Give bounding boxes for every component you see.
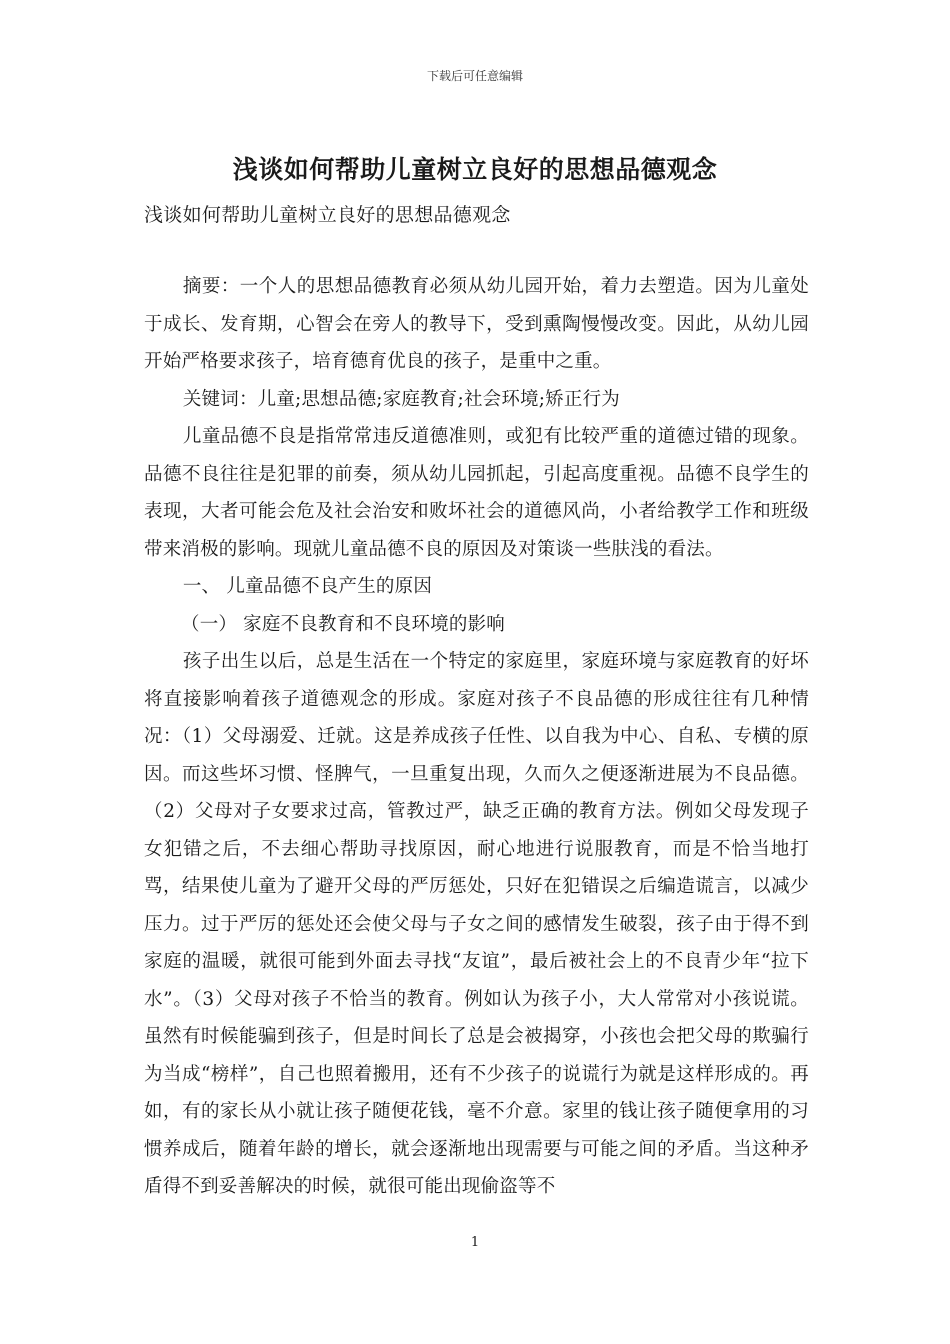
section-heading: 一、 儿童品德不良产生的原因 xyxy=(182,576,433,597)
document-body xyxy=(144,268,809,1206)
subsection-heading: （一） 家庭不良教育和不良环境的影响 xyxy=(181,613,505,635)
keywords-paragraph: 关键词：儿童;思想品德;家庭教育;社会环境;矫正行为 xyxy=(182,388,620,410)
body-paragraph: 儿童品德不良是指常常违反道德准则，或犯有比较严重的道德过错的现象。品德不良往往是犯罪的前奏，须从幼儿园抓起，引起高度重视。品德不良学生的表现，大者可能会危及社会治安和败坏社会的道德风尚，小者给教学工作和班级带来消极的影响。现就儿童品德不良的原因及对策谈一些肤浅的看法。 xyxy=(144,426,809,560)
abstract-paragraph: 摘要：一个人的思想品德教育必须从幼儿园开始，着力去塑造。因为儿童处于成长、发育期，心智会在旁人的教导下，受到熏陶慢慢改变。因此，从幼儿园开始严格要求孩子，培育德育优良的孩子，是重中之重。 xyxy=(144,276,809,372)
document-title: 浅谈如何帮助儿童树立良好的思想品德观念 xyxy=(232,155,718,184)
body-paragraph: 孩子出生以后，总是生活在一个特定的家庭里，家庭环境与家庭教育的好坏将直接影响着孩子道德观念的形成。家庭对孩子不良品德的形成往往有几种情况：（1）父母溺爱、迁就。这是养成孩子任性、以自我为中心、自私、专横的原因。而这些坏习惯、怪脾气，一旦重复出现，久而久之便逐渐进展为不良品德。（2）父母对子女要求过高，管教过严，缺乏正确的教育方法。例如父母发现子女犯错之后，不去细心帮助寻找原因，耐心地进行说服教育，而是不恰当地打骂，结果使儿童为了避开父母的严厉惩处，只好在犯错误之后编造谎言，以减少压力。过于严厉的惩处还会使父母与子女之间的感情发生破裂，孩子由于得不到家庭的温暖，就很可能到外面去寻找“友谊”，最后被社会上的不良青少年“拉下水”。（3）父母对孩子不恰当的教育。例如认为孩子小，大人常常对小孩说谎。虽然有时候能骗到孩子，但是时间长了总是会被揭穿，小孩也会把父母的欺骗行为当成“榜样”，自己也照着搬用，还有不少孩子的说谎行为就是这样形成的。再如，有的家长从小就让孩子随便花钱，毫不介意。家里的钱让孩子随便拿用的习惯养成后，随着年龄的增长，就会逐渐地出现需要与可能之间的矛盾。当这种矛盾得不到妥善解决的时候，就很可能出现偷盗等不 xyxy=(144,651,809,1197)
document-subtitle: 浅谈如何帮助儿童树立良好的思想品德观念 xyxy=(144,204,511,226)
header-note: 下载后可任意编辑 xyxy=(426,69,523,83)
page-number: 1 xyxy=(470,1235,480,1250)
